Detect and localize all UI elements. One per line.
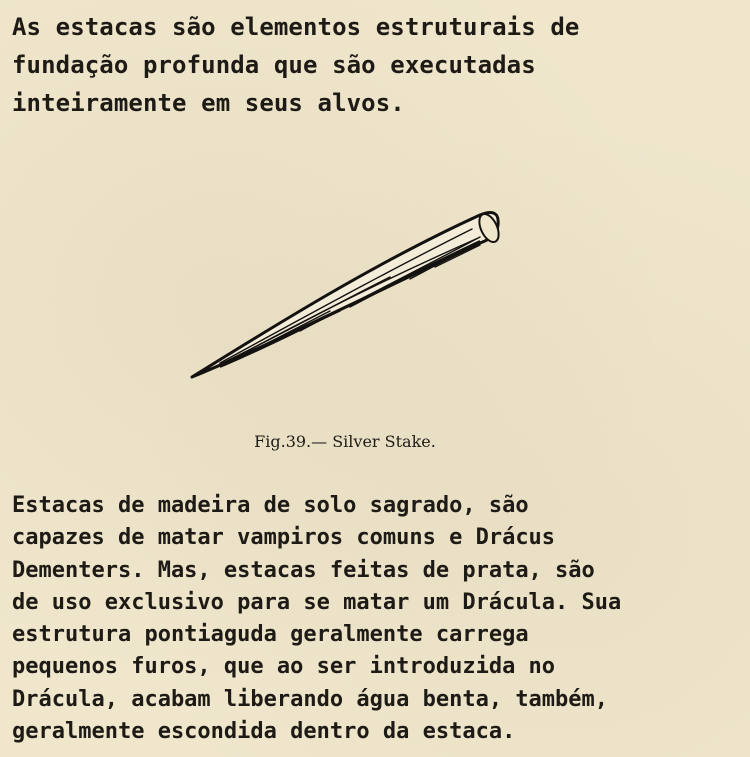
body-line: pequenos furos, que ao ser introduzida no: [12, 654, 556, 680]
intro-paragraph: [12, 8, 742, 122]
figure-caption: Fig.39.— Silver Stake.: [254, 432, 436, 451]
intro-line: As estacas são elementos estruturais de: [12, 13, 580, 41]
body-line: Estacas de madeira de solo sagrado, são: [12, 493, 529, 518]
stake-icon: [180, 195, 520, 395]
body-line: geralmente escondida dentro da estaca.: [12, 719, 516, 745]
body-paragraph: [12, 490, 747, 748]
stake-illustration: [180, 195, 520, 395]
body-line: estrutura pontiaguda geralmente carrega: [12, 622, 529, 648]
body-line: capazes de matar vampiros comuns e Drácus: [12, 525, 556, 551]
body-line: de uso exclusivo para se matar um Drácula. Sua: [12, 589, 622, 615]
body-line: Dementers. Mas, estacas feitas de prata, são: [12, 557, 595, 583]
body-line: Drácula, acabam liberando água benta, também,: [12, 686, 609, 712]
intro-line: inteiramente em seus alvos.: [12, 89, 405, 117]
intro-line: fundação profunda que são executadas: [12, 51, 536, 79]
